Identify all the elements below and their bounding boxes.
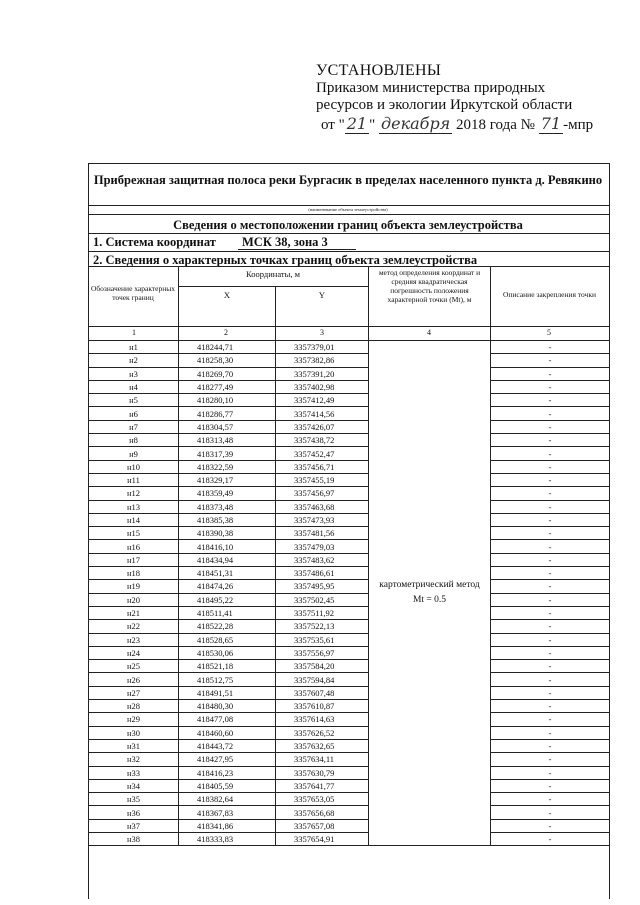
table-row: [89, 739, 610, 752]
coord-x: 418258,30: [179, 354, 276, 367]
fix-description: -: [491, 420, 610, 433]
hdr-num-1: 1: [132, 328, 136, 337]
table-row: [89, 513, 610, 526]
table-row: [89, 660, 610, 673]
fix-description: -: [491, 686, 610, 699]
hdr-vline-1: [178, 266, 179, 340]
fix-description: -: [491, 447, 610, 460]
table-row: [89, 487, 610, 500]
table-row: [89, 567, 610, 580]
coord-x: 418367,83: [179, 806, 276, 819]
approval-line-2: ресурсов и экологии Иркутской области: [316, 97, 573, 113]
fix-description: -: [491, 500, 610, 513]
table-row: [89, 633, 610, 646]
fix-description: -: [491, 354, 610, 367]
fix-description: -: [491, 673, 610, 686]
table-row: [89, 367, 610, 380]
point-name: н19: [89, 580, 179, 593]
point-name: н27: [89, 686, 179, 699]
coord-y: 3357630,79: [276, 766, 369, 779]
section-heading-line: [88, 233, 609, 234]
coord-x: 418313,48: [179, 434, 276, 447]
approval-number: 71: [540, 113, 562, 133]
hdr-vline-4: [490, 266, 491, 340]
coord-x: 418512,75: [179, 673, 276, 686]
point-name: н5: [89, 394, 179, 407]
coord-y: 3357379,01: [276, 341, 369, 354]
points-heading: 2. Сведения о характерных точках границ объекта землеустройства: [93, 253, 478, 267]
coord-x: 418416,10: [179, 540, 276, 553]
coord-x: 418317,39: [179, 447, 276, 460]
point-name: н20: [89, 593, 179, 606]
table-row: [89, 686, 610, 699]
coord-x: 418382,64: [179, 793, 276, 806]
coord-x: 418277,49: [179, 380, 276, 393]
point-name: н23: [89, 633, 179, 646]
table-row: [89, 832, 610, 845]
table-row: [89, 753, 610, 766]
table-row: [89, 540, 610, 553]
fix-description: -: [491, 473, 610, 486]
fix-description: -: [491, 779, 610, 792]
point-name: н2: [89, 354, 179, 367]
coord-x: 418480,30: [179, 700, 276, 713]
table-row: [89, 593, 610, 606]
hdr-point: Обозначение характерных точек границ: [90, 284, 176, 302]
coord-x: 418434,94: [179, 553, 276, 566]
fix-description: -: [491, 367, 610, 380]
point-name: н18: [89, 567, 179, 580]
coord-y: 3357626,52: [276, 726, 369, 739]
point-name: н15: [89, 527, 179, 540]
fix-description: -: [491, 819, 610, 832]
fix-description: -: [491, 341, 610, 354]
coord-y: 3357634,11: [276, 753, 369, 766]
hdr-vline-3: [368, 266, 369, 340]
coord-y: 3357594,84: [276, 673, 369, 686]
point-name: н35: [89, 793, 179, 806]
fix-description: -: [491, 593, 610, 606]
point-name: н13: [89, 500, 179, 513]
table-row: [89, 819, 610, 832]
hdr-num-5: 5: [547, 328, 551, 337]
point-name: н30: [89, 726, 179, 739]
coord-x: 418329,17: [179, 473, 276, 486]
coord-x: 418269,70: [179, 367, 276, 380]
coord-system-label: 1. Система координат: [93, 235, 216, 249]
coord-y: 3357657,08: [276, 819, 369, 832]
coord-x: 418304,57: [179, 420, 276, 433]
point-name: н33: [89, 766, 179, 779]
fix-description: -: [491, 646, 610, 659]
coord-y: 3357402,98: [276, 380, 369, 393]
point-name: н36: [89, 806, 179, 819]
fix-description: -: [491, 793, 610, 806]
fix-description: -: [491, 726, 610, 739]
coord-x: 418528,65: [179, 633, 276, 646]
fix-description: -: [491, 832, 610, 845]
coord-system-underline: [238, 249, 356, 250]
coord-y: 3357391,20: [276, 367, 369, 380]
fix-description: -: [491, 713, 610, 726]
coord-y: 3357456,97: [276, 487, 369, 500]
point-name: н21: [89, 606, 179, 619]
coord-x: 418390,38: [179, 527, 276, 540]
coord-y: 3357456,71: [276, 460, 369, 473]
table-row: [89, 434, 610, 447]
coord-y: 3357641,77: [276, 779, 369, 792]
approval-year: 2018 года №: [456, 116, 535, 133]
point-name: н17: [89, 553, 179, 566]
table-row: [89, 407, 610, 420]
coord-y: 3357473,93: [276, 513, 369, 526]
coord-x: 418280,10: [179, 394, 276, 407]
points-heading-line: [88, 266, 609, 267]
coord-x: 418477,08: [179, 713, 276, 726]
coord-x: 418359,49: [179, 487, 276, 500]
coord-x: 418491,51: [179, 686, 276, 699]
coord-y: 3357414,56: [276, 407, 369, 420]
coord-y: 3357654,91: [276, 832, 369, 845]
point-name: н14: [89, 513, 179, 526]
hdr-num-4: 4: [427, 328, 431, 337]
fix-description: -: [491, 540, 610, 553]
table-row: [89, 620, 610, 633]
fix-description: -: [491, 460, 610, 473]
table-row: [89, 460, 610, 473]
approval-suffix: -мпр: [563, 116, 594, 133]
point-name: н6: [89, 407, 179, 420]
fix-description: -: [491, 766, 610, 779]
point-name: н3: [89, 367, 179, 380]
coord-system-line: [88, 251, 609, 252]
point-name: н38: [89, 832, 179, 845]
approval-day: 21: [346, 113, 368, 133]
coord-x: 418521,18: [179, 660, 276, 673]
coord-y: 3357614,63: [276, 713, 369, 726]
coord-y: 3357535,61: [276, 633, 369, 646]
fix-description: -: [491, 739, 610, 752]
point-name: н31: [89, 739, 179, 752]
table-row: [89, 606, 610, 619]
approval-from: от: [321, 116, 335, 133]
object-title: Прибрежная защитная полоса реки Бургасик в пределах населенного пункта д. Ревякино: [93, 173, 603, 187]
coord-y: 3357511,92: [276, 606, 369, 619]
point-name: н22: [89, 620, 179, 633]
point-name: н29: [89, 713, 179, 726]
table-row: [89, 420, 610, 433]
coord-x: 418511,41: [179, 606, 276, 619]
fix-description: -: [491, 620, 610, 633]
coord-y: 3357607,48: [276, 686, 369, 699]
method-cell: картометрический метод Mt = 0.5: [369, 341, 491, 846]
approval-line-1: Приказом министерства природных: [316, 79, 546, 96]
coord-y: 3357584,20: [276, 660, 369, 673]
coord-x: 418416,23: [179, 766, 276, 779]
hdr-y: Y: [318, 290, 326, 300]
point-name: н25: [89, 660, 179, 673]
hdr-nums-line: [88, 326, 609, 327]
caption-line: [88, 214, 609, 215]
table-row: [89, 394, 610, 407]
table-row: [89, 646, 610, 659]
object-caption: (наименование объекта землеустройства): [308, 207, 388, 212]
table-row: [89, 527, 610, 540]
coord-y: 3357610,87: [276, 700, 369, 713]
fix-description: -: [491, 394, 610, 407]
points-table: [88, 340, 610, 846]
point-name: н16: [89, 540, 179, 553]
table-row: [89, 447, 610, 460]
fix-description: -: [491, 380, 610, 393]
point-name: н4: [89, 380, 179, 393]
coord-y: 3357452,47: [276, 447, 369, 460]
hdr-fix: Описание закрепления точки: [502, 290, 597, 299]
fix-description: -: [491, 700, 610, 713]
table-row: [89, 806, 610, 819]
table-row: [89, 793, 610, 806]
point-name: н28: [89, 700, 179, 713]
fix-description: -: [491, 487, 610, 500]
hdr-num-2: 2: [224, 328, 228, 337]
coord-x: 418530,06: [179, 646, 276, 659]
title-underline: [88, 205, 609, 206]
approval-title: УСТАНОВЛЕНЫ: [316, 62, 442, 79]
table-row: [89, 766, 610, 779]
point-name: н26: [89, 673, 179, 686]
fix-description: -: [491, 660, 610, 673]
table-row: [89, 553, 610, 566]
hdr-num-3: 3: [320, 328, 324, 337]
coord-system-value: МСК 38, зона 3: [242, 235, 328, 249]
coord-y: 3357486,61: [276, 567, 369, 580]
table-row: [89, 779, 610, 792]
point-name: н7: [89, 420, 179, 433]
table-row: [89, 726, 610, 739]
table-row: [89, 380, 610, 393]
table-row: [89, 580, 610, 593]
coord-y: 3357495,95: [276, 580, 369, 593]
coord-y: 3357502,45: [276, 593, 369, 606]
coord-y: 3357556,97: [276, 646, 369, 659]
table-row: [89, 700, 610, 713]
coord-x: 418495,22: [179, 593, 276, 606]
coord-x: 418405,59: [179, 779, 276, 792]
table-row: [89, 500, 610, 513]
coord-x: 418451,31: [179, 567, 276, 580]
fix-description: -: [491, 407, 610, 420]
coord-y: 3357455,19: [276, 473, 369, 486]
coord-y: 3357632,65: [276, 739, 369, 752]
point-name: н37: [89, 819, 179, 832]
points-table-body: [89, 341, 610, 846]
coord-y: 3357656,68: [276, 806, 369, 819]
point-name: н8: [89, 434, 179, 447]
coord-x: 418341,86: [179, 819, 276, 832]
approval-date-line: от " 21 " декабря 2018 года № 71 -мпр: [321, 113, 594, 133]
fix-description: -: [491, 633, 610, 646]
point-name: н32: [89, 753, 179, 766]
hdr-method: метод определения координат и средняя квадратическая погрешность положения характерной точки (Mt), м: [378, 268, 481, 304]
fix-description: -: [491, 753, 610, 766]
point-name: н1: [89, 341, 179, 354]
approval-month: декабря: [380, 113, 451, 133]
hdr-coords: Координаты, м: [246, 269, 300, 279]
fix-description: -: [491, 434, 610, 447]
coord-x: 418460,60: [179, 726, 276, 739]
coord-x: 418286,77: [179, 407, 276, 420]
table-row: [89, 341, 610, 354]
coord-x: 418522,28: [179, 620, 276, 633]
coord-y: 3357522,13: [276, 620, 369, 633]
coord-x: 418443,72: [179, 739, 276, 752]
point-name: н34: [89, 779, 179, 792]
coord-x: 418474,26: [179, 580, 276, 593]
coord-y: 3357412,49: [276, 394, 369, 407]
coord-x: 418385,38: [179, 513, 276, 526]
coord-y: 3357382,86: [276, 354, 369, 367]
coord-x: 418244,71: [179, 341, 276, 354]
approval-block: [316, 62, 616, 134]
point-name: н24: [89, 646, 179, 659]
coord-x: 418373,48: [179, 500, 276, 513]
section-heading: Сведения о местоположении границ объекта землеустройства: [173, 218, 523, 232]
fix-description: -: [491, 513, 610, 526]
coord-y: 3357483,62: [276, 553, 369, 566]
fix-description: -: [491, 553, 610, 566]
fix-description: -: [491, 580, 610, 593]
coord-y: 3357481,56: [276, 527, 369, 540]
hdr-vline-2: [275, 286, 276, 340]
fix-description: -: [491, 527, 610, 540]
coord-y: 3357438,72: [276, 434, 369, 447]
fix-description: -: [491, 567, 610, 580]
table-row: [89, 473, 610, 486]
fix-description: -: [491, 806, 610, 819]
fix-description: -: [491, 606, 610, 619]
hdr-coords-line: [178, 286, 368, 287]
table-row: [89, 354, 610, 367]
coord-y: 3357426,07: [276, 420, 369, 433]
point-name: н9: [89, 447, 179, 460]
table-row: [89, 713, 610, 726]
point-name: н10: [89, 460, 179, 473]
table-row: [89, 673, 610, 686]
coord-y: 3357463,68: [276, 500, 369, 513]
point-name: н11: [89, 473, 179, 486]
coord-y: 3357653,05: [276, 793, 369, 806]
coord-x: 418333,83: [179, 832, 276, 845]
coord-x: 418322,59: [179, 460, 276, 473]
coord-x: 418427,95: [179, 753, 276, 766]
hdr-x: X: [223, 290, 231, 300]
point-name: н12: [89, 487, 179, 500]
coord-y: 3357479,03: [276, 540, 369, 553]
